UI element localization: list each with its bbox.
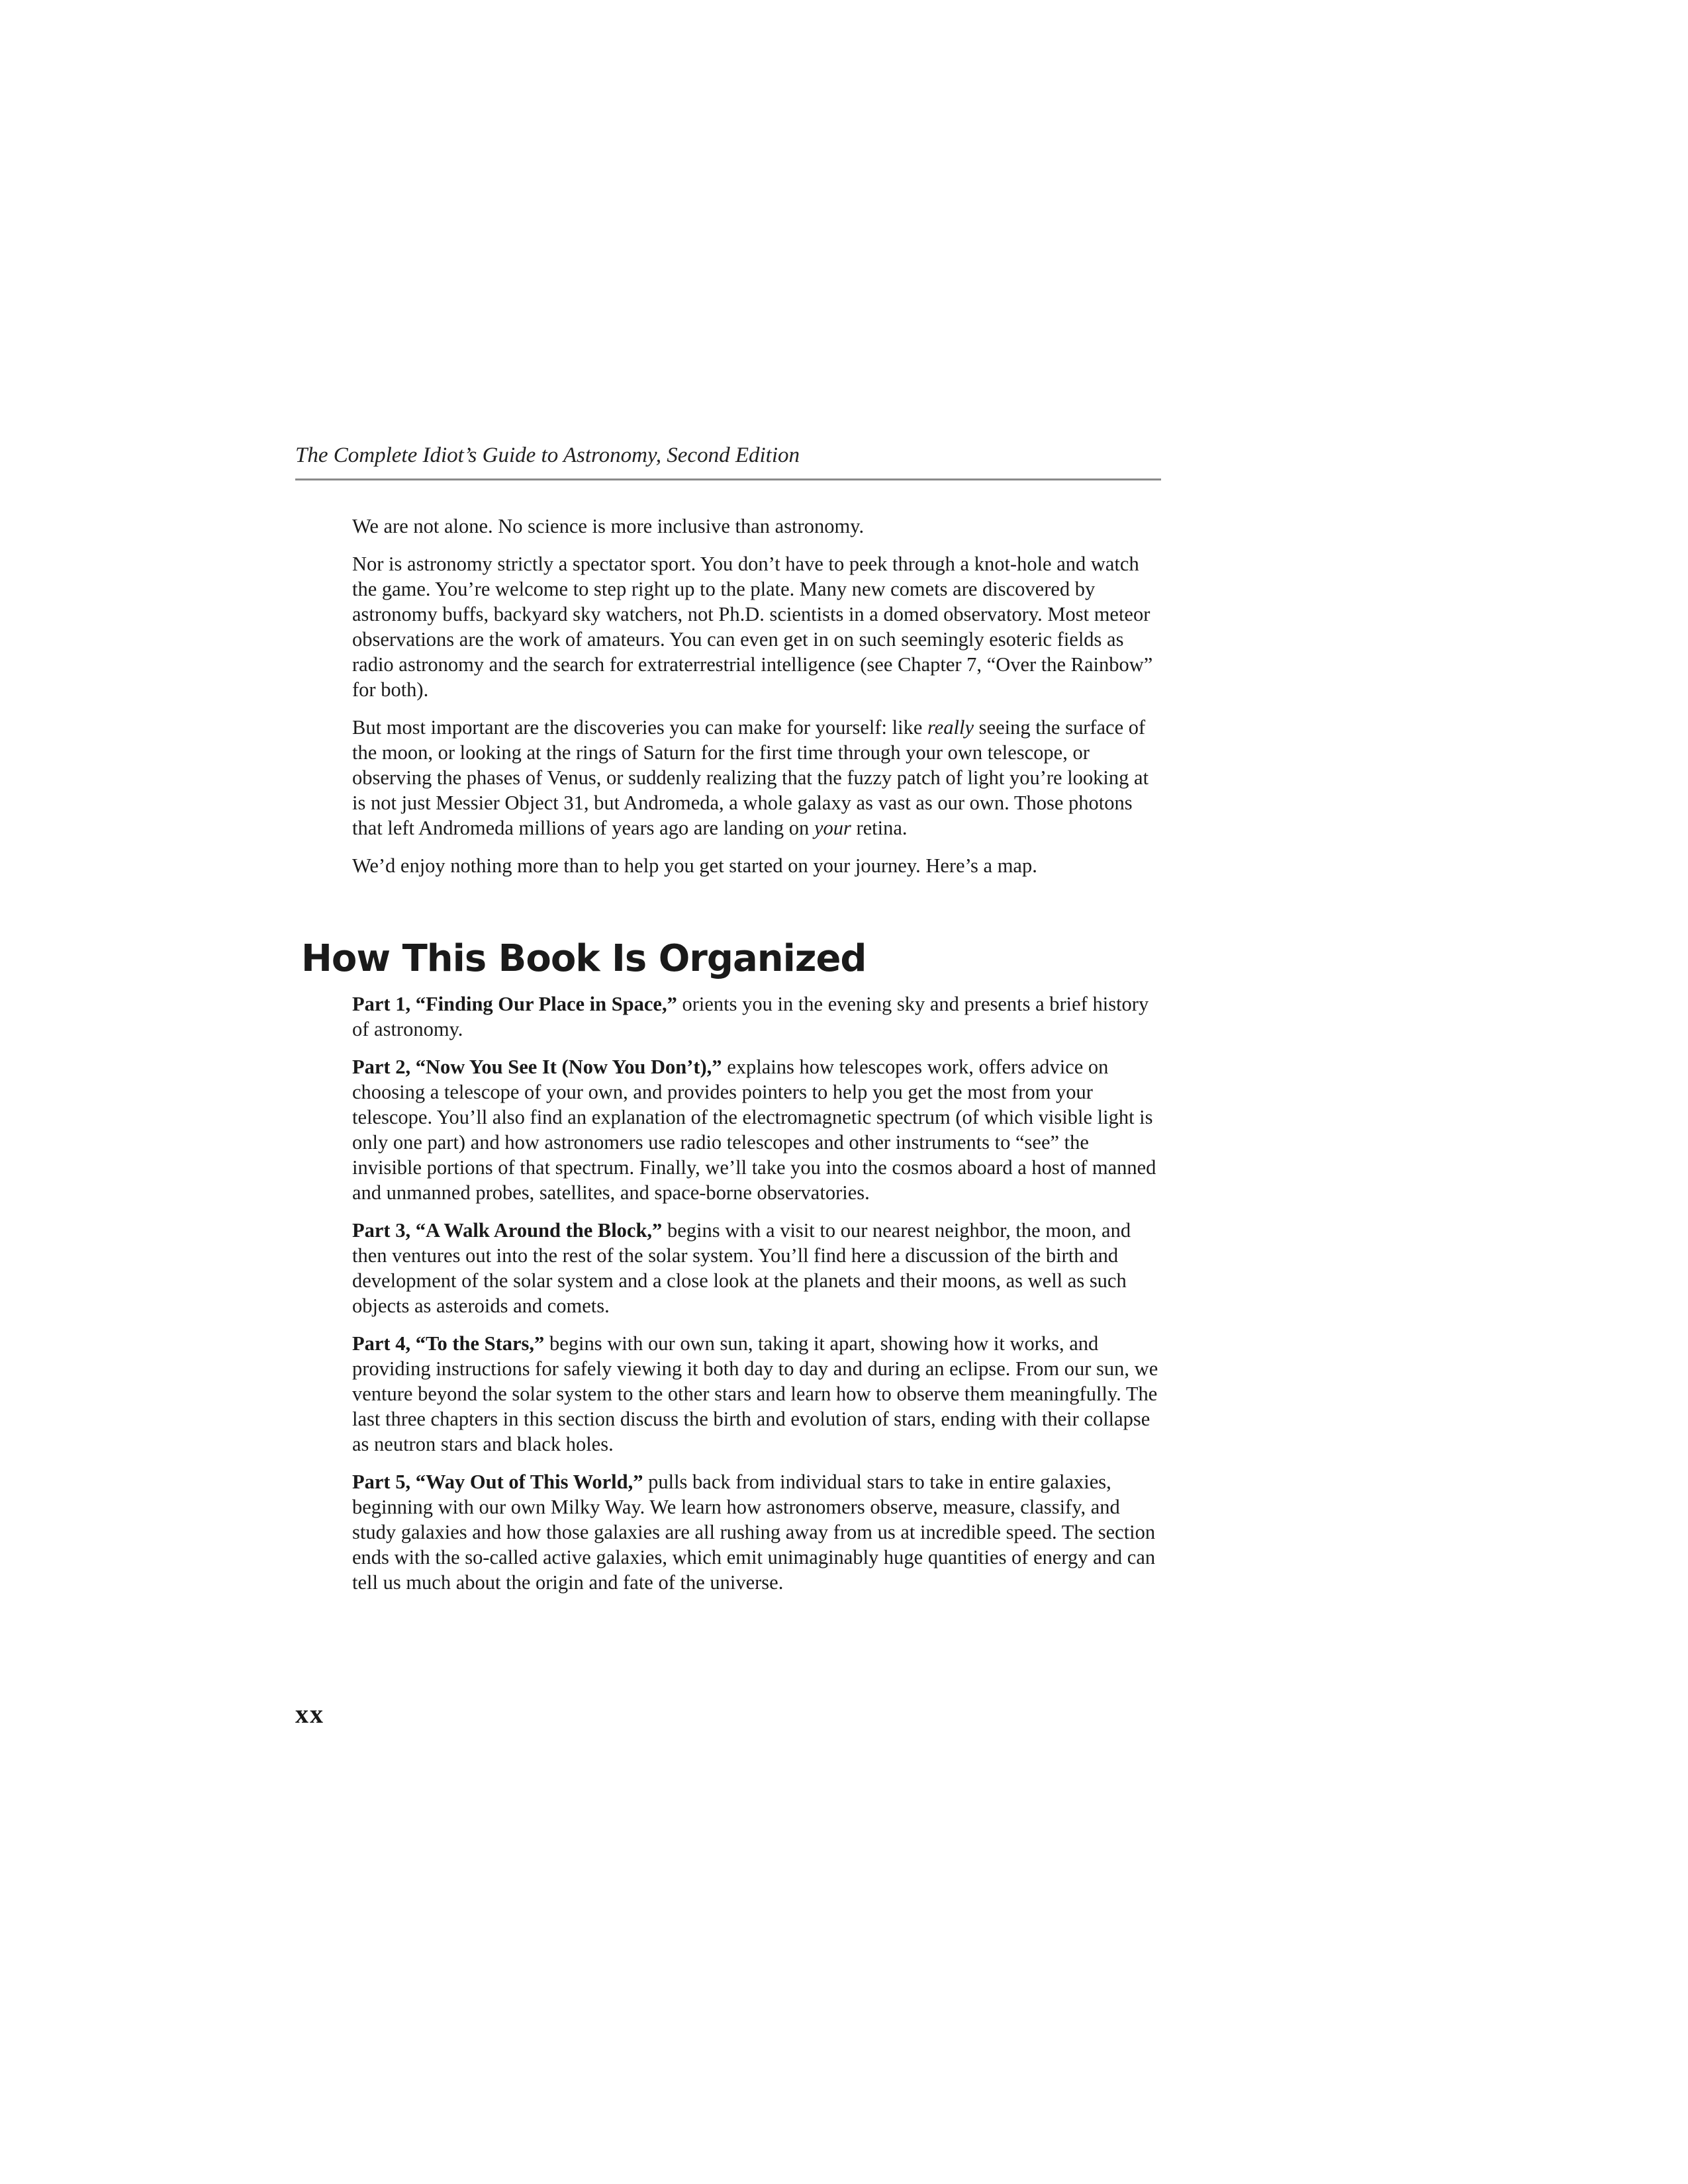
running-head (295, 442, 1161, 480)
part-3-text: begins with a visit to our nearest neighbor, the moon, and then ventures out into the rest of the solar system. You’ll find here a discussion of the birth and development of the solar system and a close look at the planets and their moons, as well as such objects as asteroids and comets. (352, 1219, 1131, 1317)
part-2-text: explains how telescopes work, offers advice on choosing a telescope of your own, and provides pointers to help you get the most from your telescope. You’ll also find an explanation of the electromagnetic spectrum (of which visible light is only one part) and how astronomers use radio telescopes and other instruments to “see” the invisible portions of that spectrum. Finally, we’ll take you into the cosmos aboard a host of manned and unmanned probes, satellites, and space-borne observatories. (352, 1056, 1156, 1204)
part-3-lead: Part 3, “A Walk Around the Block,” (352, 1219, 663, 1242)
intro-paragraph-1: We are not alone. No science is more inclusive than astronomy. (352, 515, 865, 537)
intro-paragraph-3-part-b: seeing the surface of the moon, or looking at the rings of Saturn for the first time through your own telescope, or observing the phases of Venus, or suddenly realizing that the fuzzy patch of light you’re looking at is not just Messier Object 31, but Andromeda, a whole galaxy as vast as our own. Those photons that left Andromeda millions of years ago are landing on (352, 716, 1149, 839)
intro-paragraph-3-part-a: But most important are the discoveries you can make for yourself: like (352, 716, 928, 739)
part-2-lead: Part 2, “Now You See It (Now You Don’t),” (352, 1056, 722, 1078)
intro-paragraph-2: Nor is astronomy strictly a spectator sport. You don’t have to peek through a knot-hole and watch the game. You’re welcome to step right up to the plate. Many new comets are discovered by astronomy buffs, backyard sky watchers, not Ph.D. scientists in a domed observatory. Most meteor observations are the work of amateurs. You can even get in on such seemingly esoteric fields as radio astronomy and the search for extraterrestrial intelligence (see Chapter 7, “Over the Rainbow” for both). (352, 553, 1153, 701)
part-1-lead: Part 1, “Finding Our Place in Space,” (352, 993, 677, 1015)
intro-paragraph-4: We’d enjoy nothing more than to help you get started on your journey. Here’s a map. (352, 854, 1037, 877)
intro-paragraph-3-emphasis-your: your (814, 817, 851, 839)
section-heading: How This Book Is Organized (301, 937, 867, 980)
running-head-title: The Complete Idiot’s Guide to Astronomy, Second Edition (295, 443, 800, 467)
intro-paragraph-3-part-c: retina. (851, 817, 908, 839)
intro-paragraph-3 (352, 715, 1161, 841)
part-4-lead: Part 4, “To the Stars,” (352, 1332, 545, 1355)
part-1-description (352, 991, 1161, 1042)
part-3-description (352, 1218, 1161, 1318)
part-4-text: begins with our own sun, taking it apart, showing how it works, and providing instructions for safely viewing it both day to day and during an eclipse. From our sun, we venture beyond the solar system to the other stars and learn how to observe them meaningfully. The last three chapters in this section discuss the birth and evolution of stars, ending with their collapse as neutron stars and black holes. (352, 1332, 1158, 1455)
intro-section (352, 514, 1161, 891)
parts-list (352, 991, 1161, 1608)
part-2-description (352, 1054, 1161, 1205)
page-number: xx (295, 1699, 324, 1729)
part-5-description (352, 1469, 1161, 1595)
part-5-text: pulls back from individual stars to take in entire galaxies, beginning with our own Milky Way. We learn how astronomers observe, measure, classify, and study galaxies and how those galaxies are all rushing away from us at incredible speed. The section ends with the so-called active galaxies, which emit unimaginably huge quantities of energy and can tell us much about the origin and fate of the universe. (352, 1471, 1156, 1594)
part-1-text: orients you in the evening sky and presents a brief history of astronomy. (352, 993, 1149, 1040)
intro-paragraph-3-emphasis-really: really (927, 716, 974, 739)
part-4-description (352, 1331, 1161, 1457)
part-5-lead: Part 5, “Way Out of This World,” (352, 1471, 643, 1493)
